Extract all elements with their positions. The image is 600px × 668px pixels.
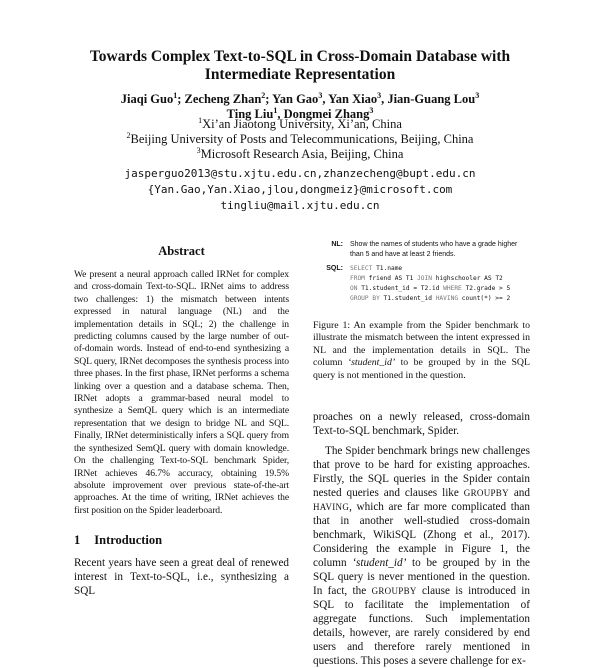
emails [20,166,580,214]
caption-prefix: Figure 1: [313,320,354,331]
sql-line [350,264,510,274]
affiliation-sup: 2 [126,130,131,140]
email-line-2: {Yan.Gao,Yan.Xiao,jlou,dongmeiz}@microsoft.com [147,183,453,196]
email-line-3: tingliu@mail.xjtu.edu.cn [220,199,380,212]
p2-text-d: to be grouped by in the SQL query is never mentioned in the question. In fact, the [313,557,531,598]
abstract-heading: Abstract [158,244,205,258]
sql-keyword: ON [350,285,362,292]
sql-keyword: FROM [350,275,369,282]
figure-nl-row [313,240,530,260]
author-sup: 2 [261,90,266,100]
sql-label: SQL: [326,265,343,272]
sql-keyword: WHERE [443,285,466,292]
right-column [313,240,530,668]
left-column [74,244,289,598]
figure-1 [313,240,530,304]
affiliation-text: Xi’an Jiaotong University, Xi’an, China [202,117,402,131]
p2-text-b: and [508,487,530,500]
author-name: Ting Liu [226,107,274,121]
affiliation-sup: 1 [198,115,203,125]
author-sup: 1 [273,105,278,115]
column-name: ‘student_id’ [352,557,407,570]
paper-title [40,48,560,84]
author-name: Jiaqi Guo [120,92,174,106]
intro-heading [74,533,289,548]
caption-text-a: An example from the Spider benchmark to illustrate the mismatch between the intent expressed in NL and the implementation details in SQL. The column [313,320,530,369]
sql-token: T1.name [376,265,403,272]
author-sep: , [322,92,329,106]
sql-token: highschooler AS T2 [435,275,503,282]
nl-question: Show the names of students who have a grade higher than 5 and have at least 2 friends. [350,241,518,258]
affiliation-line [40,117,560,132]
intro-text: Recent years have seen a great deal of renewed interest in Text-to-SQL, i.e., synthesizing a SQL [74,557,289,598]
author-sep: , [277,107,284,121]
author-sup: 3 [369,105,374,115]
affiliation-text: Microsoft Research Asia, Beijing, China [200,147,404,161]
figure-caption [313,320,530,382]
sql-token: friend AS T1 [368,275,418,282]
abstract-text: We present a neural approach called IRNet for complex and cross-domain Text-to-SQL. IRNet aims to address two challenges: 1) the mismatch between intents expressed in natural language (NL) and the implementation details in SQL; 2) the challenge in predicting columns caused by the large number of out-of-domain words. Instead of end-to-end synthesizing a SQL query, IRNet decomposes the synthesis process into three phases. In the first phase, IRNet performs a schema linking over a question and a database schema. Then, IRNet adopts a grammar-based neural model to synthesize a SemQL query which is an intermediate representation that we design to bridge NL and SQL. Finally, IRNet deterministically infers a SQL query from the synthesized SemQL query with domain knowledge. On the challenging Text-to-SQL benchmark Spider, IRNet achieves 46.7% accuracy, obtaining 19.5% absolute improvement over previous state-of-the-art approaches. At the time of writing, IRNet achieves the first position on the Spider leaderboard. [74,269,289,516]
sql-keyword: GROUP BY [350,295,384,302]
author-name: Yan Xiao [328,92,378,106]
sql-line [350,284,510,294]
affiliation-sup: 3 [196,145,201,155]
sql-query [350,264,510,304]
p2-text-a: The Spider benchmark brings new challenges that prove to be hard for existing approaches. Firstly, the SQL queries in the Spider contain nested queries and clauses like [313,445,530,500]
author-sep: ; [177,92,185,106]
p2-text-e: clause is introduced in SQL to facilitate the implementation of aggregate functions. Such implementation details, however, are rarely considered by end users and therefore rarely mentioned in questions. This poses a severe challenge for ex- [313,585,530,668]
author-sep: ; [265,92,273,106]
affiliation-text: Beijing University of Posts and Telecommunications, Beijing, China [130,132,474,146]
figure-sql-row [313,264,530,304]
author-sup: 3 [318,90,323,100]
author-name: Dongmei Zhang [283,107,370,121]
email-line-1: jasperguo2013@stu.xjtu.edu.cn,zhanzecheng@bupt.edu.cn [124,167,476,180]
section-title: Introduction [94,533,163,548]
sql-keyword: JOIN [417,275,436,282]
sql-token: T1.student_id [383,295,436,302]
authors-line-1 [40,92,560,107]
p2-text-c: , which are far more complicated than that in another well-studied cross-domain benchmark, WikiSQL (Zhong et al., 2017). Considering the example in Figure 1, the column [313,501,530,570]
caption-text-b: to be grouped by in the SQL query is not mentioned in the question. [313,357,530,381]
author-name: Jian-Guang Lou [387,92,476,106]
paragraph-continued: proaches on a newly released, cross-domain Text-to-SQL benchmark, Spider. [313,411,530,438]
sql-token: count(*) >= 2 [461,295,511,302]
author-sup: 3 [475,90,480,100]
author-sep: , [381,92,388,106]
groupby-keyword-2: GROUPBY [371,586,417,597]
affiliation-line [40,132,560,147]
sql-token: T1.student_id = T2.id [361,285,444,292]
author-sup: 1 [173,90,178,100]
author-name: Yan Gao [272,92,319,106]
affiliations [40,117,560,162]
paragraph-spider [313,444,530,668]
sql-keyword: HAVING [435,295,462,302]
title-line-2: Intermediate Representation [204,66,396,83]
sql-keyword: SELECT [350,265,377,272]
title-line-1: Towards Complex Text-to-SQL in Cross-Domain Database with [89,48,511,65]
sql-token: T2.grade > 5 [465,285,511,292]
groupby-keyword: GROUPBY [463,488,509,499]
caption-column: ‘student_id’ [347,357,396,369]
sql-line [350,274,510,284]
nl-label: NL: [331,241,343,248]
affiliation-line [40,147,560,162]
section-number: 1 [74,533,81,548]
having-keyword: HAVING [313,502,350,513]
sql-line [350,294,510,304]
author-name: Zecheng Zhan [184,92,262,106]
author-sup: 3 [377,90,382,100]
